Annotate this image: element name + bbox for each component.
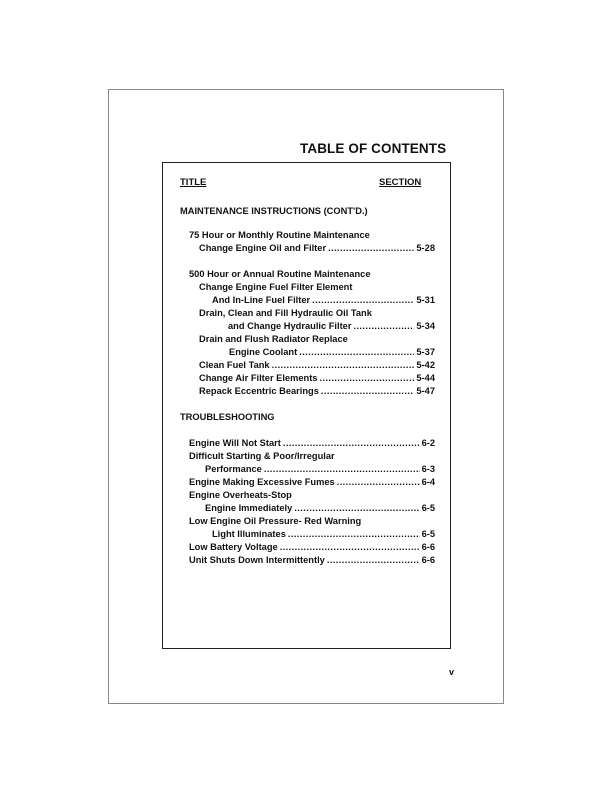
entry-text: Repack Eccentric Bearings — [199, 386, 319, 396]
toc-entry-engine-not-start — [189, 437, 435, 449]
toc-entry-fuel-tank — [199, 359, 435, 371]
entry-text: Performance — [205, 464, 262, 474]
entry-text: Low Battery Voltage — [189, 542, 278, 552]
toc-line-low-oil: Low Engine Oil Pressure- Red Warning — [189, 516, 362, 526]
column-header-title: TITLE — [180, 177, 207, 188]
entry-text: Unit Shuts Down Intermittently — [189, 555, 325, 565]
entry-text: And In-Line Fuel Filter — [212, 295, 311, 305]
entry-section: 6-5 — [421, 529, 435, 539]
toc-entry-fumes — [189, 476, 435, 488]
entry-section: 6-6 — [421, 542, 435, 552]
toc-entry-fuel-filter — [212, 294, 435, 306]
entry-text: Engine Will Not Start — [189, 438, 281, 448]
entry-text: and Change Hydraulic Filter — [228, 321, 352, 331]
section-heading-maintenance: MAINTENANCE INSTRUCTIONS (CONT'D.) — [180, 206, 368, 216]
toc-entry-shuts-down — [189, 554, 435, 566]
column-header-section: SECTION — [379, 177, 422, 188]
toc-entry-performance — [205, 463, 435, 475]
toc-entry-hydraulic-filter — [228, 320, 435, 332]
entry-section: 6-3 — [421, 464, 435, 474]
entry-section: 5-37 — [416, 347, 435, 357]
entry-section: 6-5 — [421, 503, 435, 513]
toc-entry-bearings — [199, 385, 435, 397]
entry-text: Light Illuminates — [212, 529, 286, 539]
entry-section: 6-6 — [421, 555, 435, 565]
toc-entry-immediately — [205, 502, 435, 514]
entry-section: 5-47 — [416, 386, 435, 396]
entry-text: Change Air Filter Elements — [199, 373, 318, 383]
entry-section: 5-31 — [416, 295, 435, 305]
entry-section: 5-42 — [416, 360, 435, 370]
entry-text: Change Engine Oil and Filter — [199, 243, 327, 253]
group-heading-75-hour: 75 Hour or Monthly Routine Maintenance — [189, 230, 370, 240]
toc-entry-coolant — [229, 346, 435, 358]
entry-section: 6-2 — [421, 438, 435, 448]
entry-text: Engine Making Excessive Fumes — [189, 477, 335, 487]
toc-line-fuel-filter: Change Engine Fuel Filter Element — [199, 282, 353, 292]
section-heading-troubleshooting: TROUBLESHOOTING — [180, 412, 275, 422]
toc-entry-oil-filter — [199, 242, 435, 254]
toc-line-radiator: Drain and Flush Radiator Replace — [199, 334, 348, 344]
entry-section: 5-28 — [416, 243, 435, 253]
entry-section: 5-44 — [416, 373, 435, 383]
toc-entry-light — [212, 528, 435, 540]
page-number: v — [449, 667, 455, 677]
entry-text: Engine Immediately — [205, 503, 293, 513]
toc-line-drain: Drain, Clean and Fill Hydraulic Oil Tank — [199, 308, 372, 318]
toc-entry-battery — [189, 541, 435, 553]
toc-line-difficult-starting: Difficult Starting & Poor/Irregular — [189, 451, 335, 461]
entry-section: 5-34 — [416, 321, 435, 331]
page-title: TABLE OF CONTENTS — [300, 141, 447, 156]
group-heading-500-hour: 500 Hour or Annual Routine Maintenance — [189, 269, 371, 279]
entry-section: 6-4 — [421, 477, 435, 487]
entry-text: Engine Coolant — [229, 347, 298, 357]
toc-line-overheats: Engine Overheats-Stop — [189, 490, 292, 500]
toc-entry-air-filter — [199, 372, 435, 384]
entry-text: Clean Fuel Tank — [199, 360, 270, 370]
